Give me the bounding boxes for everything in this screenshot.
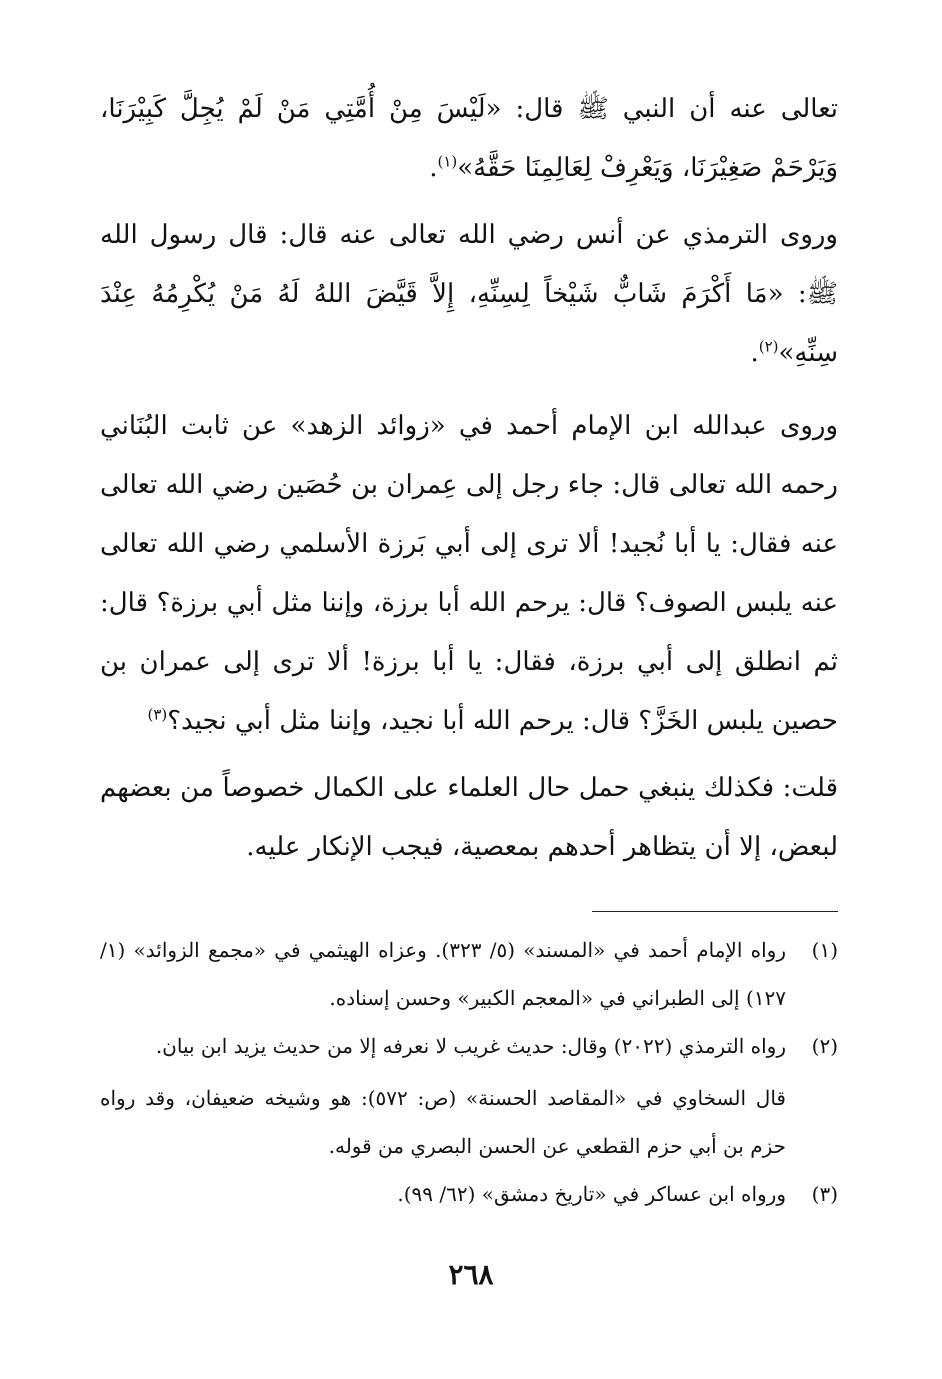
footnote-text: ورواه ابن عساكر في «تاريخ دمشق» (٦٢/ ٩٩). xyxy=(397,1182,786,1206)
paragraph-text: وروى الترمذي عن أنس رضي الله تعالى عنه قال: قال رسول الله ﷺ: «مَا أَكْرَمَ شَابٌّ شَيْخاً لِسِنِّهِ، إِلاَّ قَيَّضَ اللهُ لَهُ مَنْ يُكْرِمُهُ عِنْدَ سِنِّهِ» xyxy=(100,220,838,368)
footnote-reference: (٢) xyxy=(758,337,779,356)
footnotes xyxy=(100,926,838,1218)
paragraph-text: قلت: فكذلك ينبغي حمل حال العلماء على الكمال خصوصاً من بعضهم لبعض، إلا أن يتظاهر أحدهم بمعصية، فيجب الإنكار عليه. xyxy=(100,773,838,862)
paragraph-text: وروى عبدالله ابن الإمام أحمد في «زوائد الزهد» عن ثابت البُنَاني رحمه الله تعالى قال: جاء رجل إلى عِمران بن حُصَين رضي الله تعالى عنه فقال: يا أبا نُجيد! ألا ترى إلى أبي بَرزة الأسلمي رضي الله تعالى عنه يلبس الصوف؟ قال: يرحم الله أبا برزة، وإننا مثل أبي برزة؟ قال: ثم انطلق إلى أبي برزة، فقال: يا أبا برزة! ألا ترى إلى عمران بن حصين يلبس الخَزَّ؟ قال: يرحم الله أبا نجيد، وإننا مثل أبي نجيد؟ xyxy=(100,411,838,736)
paragraph xyxy=(100,759,838,877)
paragraph xyxy=(100,80,838,198)
footnote-number: (١) xyxy=(811,938,838,962)
footnote-divider xyxy=(592,911,838,912)
footnote-reference: (١) xyxy=(437,152,458,171)
paragraph-text: تعالى عنه أن النبي ﷺ قال: «لَيْسَ مِنْ أُمَّتِي مَنْ لَمْ يُجِلَّ كَبِيْرَنَا، وَيَرْحَمْ صَغِيْرَنَا، وَيَعْرِفْ لِعَالِمِنَا حَقَّهُ» xyxy=(100,94,838,183)
paragraph-end: . xyxy=(750,338,759,368)
footnote-number: (٣) xyxy=(811,1182,838,1206)
footnote-continuation: قال السخاوي في «المقاصد الحسنة» (ص: ٥٧٢): هو وشيخه ضعيفان، وقد رواه حزم بن أبي حزم القطعي عن الحسن البصري من قوله. xyxy=(100,1086,786,1158)
paragraph xyxy=(100,206,838,383)
page-number: ٢٦٨ xyxy=(448,1258,494,1291)
footnote xyxy=(100,1022,838,1070)
footnote-text: رواه الإمام أحمد في «المسند» (٥/ ٣٢٣). وعزاه الهيثمي في «مجمع الزوائد» (١/ ١٢٧) إلى الطبراني في «المعجم الكبير» وحسن إسناده. xyxy=(100,938,786,1010)
footnote-number: (٢) xyxy=(811,1034,838,1058)
paragraph-end: . xyxy=(429,153,438,183)
main-text xyxy=(100,80,838,877)
footnote xyxy=(100,1170,838,1218)
paragraph xyxy=(100,397,838,751)
footnote-text: رواه الترمذي (٢٠٢٢) وقال: حديث غريب لا نعرفه إلا من حديث يزيد ابن بيان. xyxy=(155,1034,786,1058)
footnote-reference: (٣) xyxy=(147,705,168,724)
book-page xyxy=(100,80,838,1218)
footnote xyxy=(100,926,838,1022)
